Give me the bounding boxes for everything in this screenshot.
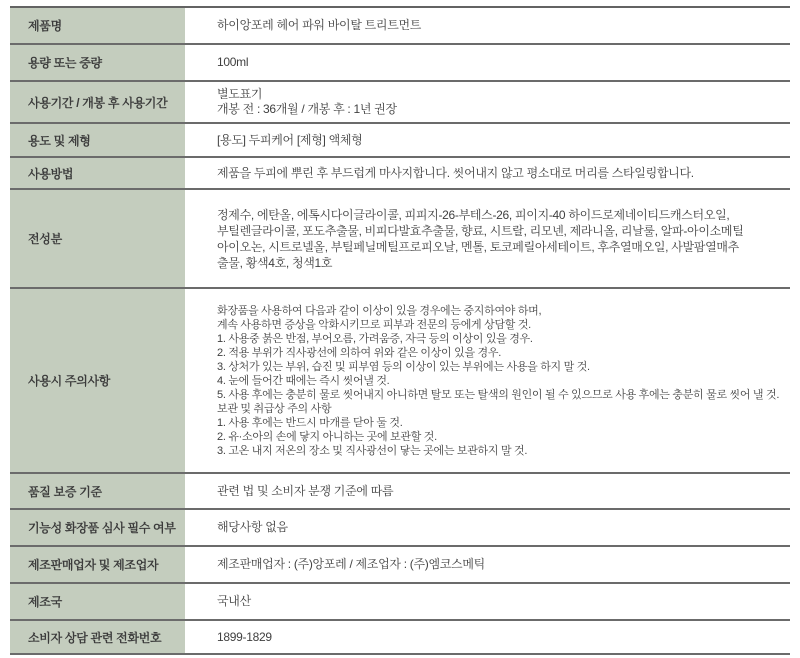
row-value-line: 1. 사용중 붉은 반점, 부어오름, 가려움증, 자극 등의 이상이 있을 경우. bbox=[217, 332, 533, 345]
row-value-line: 정제수, 에탄올, 에톡시다이글라이콜, 피피지-26-부테스-26, 피이지-40 하이드로제네이티드캐스터오일, bbox=[217, 207, 730, 222]
row-value-line: 2. 적용 부위가 직사광선에 의하여 위와 같은 이상이 있을 경우. bbox=[217, 346, 501, 359]
row-value-line: 부틸렌글라이콜, 포도추출물, 비피다발효추출물, 향료, 시트랄, 리모넨, 제라니올, 리날룰, 알파-아이소메틸 bbox=[217, 223, 744, 238]
row-value-line: 화장품을 사용하여 다음과 같이 이상이 있을 경우에는 중지하여야 하며, bbox=[217, 304, 542, 317]
row-value bbox=[185, 289, 790, 472]
row-value bbox=[185, 474, 790, 508]
row-value-line: 개봉 전 : 36개월 / 개봉 후 : 1년 권장 bbox=[217, 102, 397, 116]
row-value bbox=[185, 584, 790, 619]
row-value-line: 3. 고온 내지 저온의 장소 및 직사광선이 닿는 곳에는 보관하지 말 것. bbox=[217, 444, 528, 457]
row-value-line: 보관 및 취급상 주의 사항 bbox=[217, 402, 332, 415]
table-row bbox=[10, 8, 790, 45]
row-label: 제조판매업자 및 제조업자 bbox=[10, 547, 185, 582]
table-row bbox=[10, 510, 790, 547]
row-value-line: 제품을 두피에 뿌린 후 부드럽게 마사지합니다. 씻어내지 않고 평소대로 머리를 스타일링합니다. bbox=[217, 165, 694, 180]
row-value-line: 5. 사용 후에는 충분히 물로 씻어내지 아니하면 탈모 또는 탈색의 원인이 될 수 있으므로 사용 후에는 충분히 물로 씻어 낼 것. bbox=[217, 388, 780, 401]
row-value-line: [용도] 두피케어 [제형] 액체형 bbox=[217, 132, 363, 147]
row-label: 제조국 bbox=[10, 584, 185, 619]
row-value-line: 계속 사용하면 증상을 악화시키므로 피부과 전문의 등에게 상담할 것. bbox=[217, 318, 531, 331]
row-label: 용도 및 제형 bbox=[10, 124, 185, 156]
row-value-line: 해당사항 없음 bbox=[217, 520, 288, 534]
row-value-line: 2. 유·소아의 손에 닿지 아니하는 곳에 보관할 것. bbox=[217, 430, 437, 443]
row-label: 제품명 bbox=[10, 8, 185, 43]
row-label: 기능성 화장품 심사 필수 여부 bbox=[10, 510, 185, 545]
table-row bbox=[10, 124, 790, 158]
table-row bbox=[10, 621, 790, 655]
row-label: 사용시 주의사항 bbox=[10, 289, 185, 472]
row-value bbox=[185, 547, 790, 582]
table-row bbox=[10, 190, 790, 289]
row-value-line: 100ml bbox=[217, 55, 249, 69]
row-value-line: 1899-1829 bbox=[217, 629, 272, 644]
row-label: 품질 보증 기준 bbox=[10, 474, 185, 508]
product-info-table bbox=[10, 6, 790, 655]
table-row bbox=[10, 158, 790, 190]
table-row bbox=[10, 547, 790, 584]
row-value bbox=[185, 190, 790, 287]
row-value-line: 하이앙포레 헤어 파워 바이탈 트리트먼트 bbox=[217, 18, 422, 32]
row-value bbox=[185, 621, 790, 653]
row-value-line: 아이오논, 시트로넬올, 부틸페닐메틸프로피오날, 멘톨, 토코페릴아세테이트, 후추열매오일, 사발팜열매추 bbox=[217, 239, 739, 254]
row-label: 전성분 bbox=[10, 190, 185, 287]
row-label: 사용방법 bbox=[10, 158, 185, 188]
row-value bbox=[185, 8, 790, 43]
row-value-line: 제조판매업자 : (주)앙포레 / 제조업자 : (주)엠코스메틱 bbox=[217, 557, 485, 571]
table-row bbox=[10, 45, 790, 82]
row-value bbox=[185, 124, 790, 156]
row-value-line: 4. 눈에 들어간 때에는 즉시 씻어낼 것. bbox=[217, 374, 390, 387]
row-value-line: 관련 법 및 소비자 분쟁 기준에 따름 bbox=[217, 483, 394, 498]
table-row bbox=[10, 584, 790, 621]
table-row bbox=[10, 82, 790, 124]
table-row bbox=[10, 289, 790, 474]
row-value-line: 별도표기 bbox=[217, 87, 263, 101]
row-label: 소비자 상담 관련 전화번호 bbox=[10, 621, 185, 653]
row-label: 사용기간 / 개봉 후 사용기간 bbox=[10, 82, 185, 122]
row-value bbox=[185, 82, 790, 122]
row-value bbox=[185, 158, 790, 188]
row-value-line: 1. 사용 후에는 반드시 마개를 닫아 둘 것. bbox=[217, 416, 403, 429]
row-value-line: 3. 상처가 있는 부위, 습진 및 피부염 등의 이상이 있는 부위에는 사용을 하지 말 것. bbox=[217, 360, 590, 373]
row-value-line: 출물, 황색4호, 청색1호 bbox=[217, 255, 333, 270]
row-label: 용량 또는 중량 bbox=[10, 45, 185, 80]
row-value bbox=[185, 45, 790, 80]
table-row bbox=[10, 474, 790, 510]
row-value bbox=[185, 510, 790, 545]
row-value-line: 국내산 bbox=[217, 594, 251, 608]
